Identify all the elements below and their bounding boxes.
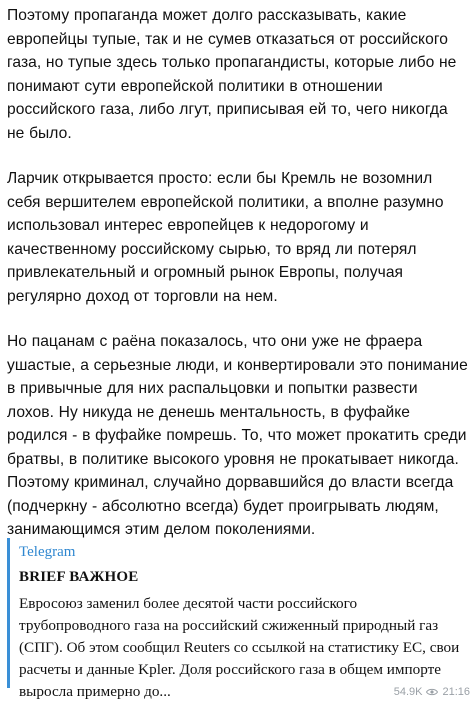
post-paragraph-2: Ларчик открывается просто: если бы Кремль не возомнил себя вершителем европейской политики, а вполне разумно использовал интерес европейцев к недорогому и качественному российскому сырью, то вряд ли потерял привлекательный и огромный рынок Европы, получая регулярно доход от торговли на нем.	[7, 170, 444, 305]
preview-source: Telegram	[19, 544, 76, 560]
post-paragraph-1: Поэтому пропаганда может долго рассказывать, какие европейцы тупые, так и не сумев отказаться от российского газа, но тупые здесь только пропагандисты, которые либо не понимают сути европейской политики в отношении российского газа, либо лгут, приписывая ей то, чего никогда не было.	[7, 7, 457, 142]
post-paragraph-3: Но пацанам с раёна показалось, что они уже не фраера ушастые, а серьезные люди, и конвертировали это понимание в привычные для них распальцовки и попытки развести лохов. Ну никуда не денешь ментальность, в фуфайке родился - в фуфайке помрешь. То, что может прокатить среди братвы, в политике высокого уровня не прокатывает никогда. Поэтому криминал, случайно дорвавшийся до власти всегда (подчеркну - абсолютно всегда) будет проигрывать людям, занимающимся этим делом поколениями.	[7, 333, 468, 538]
post-meta	[394, 686, 470, 698]
preview-title: BRIEF ВАЖНОЕ	[19, 569, 139, 585]
preview-text: Евросоюз заменил более десятой части российского трубопроводного газа на российский сжиженный природный газ (СПГ). Об этом сообщил Reuters со ссылкой на статистику ЕС, свои расчеты и данные Kpler. Доля российского газа в общем импорте выросла примерно до...	[19, 595, 460, 700]
post-time: 21:16	[442, 686, 470, 698]
view-count: 54.9K	[393, 686, 423, 698]
eye-icon	[426, 688, 438, 696]
